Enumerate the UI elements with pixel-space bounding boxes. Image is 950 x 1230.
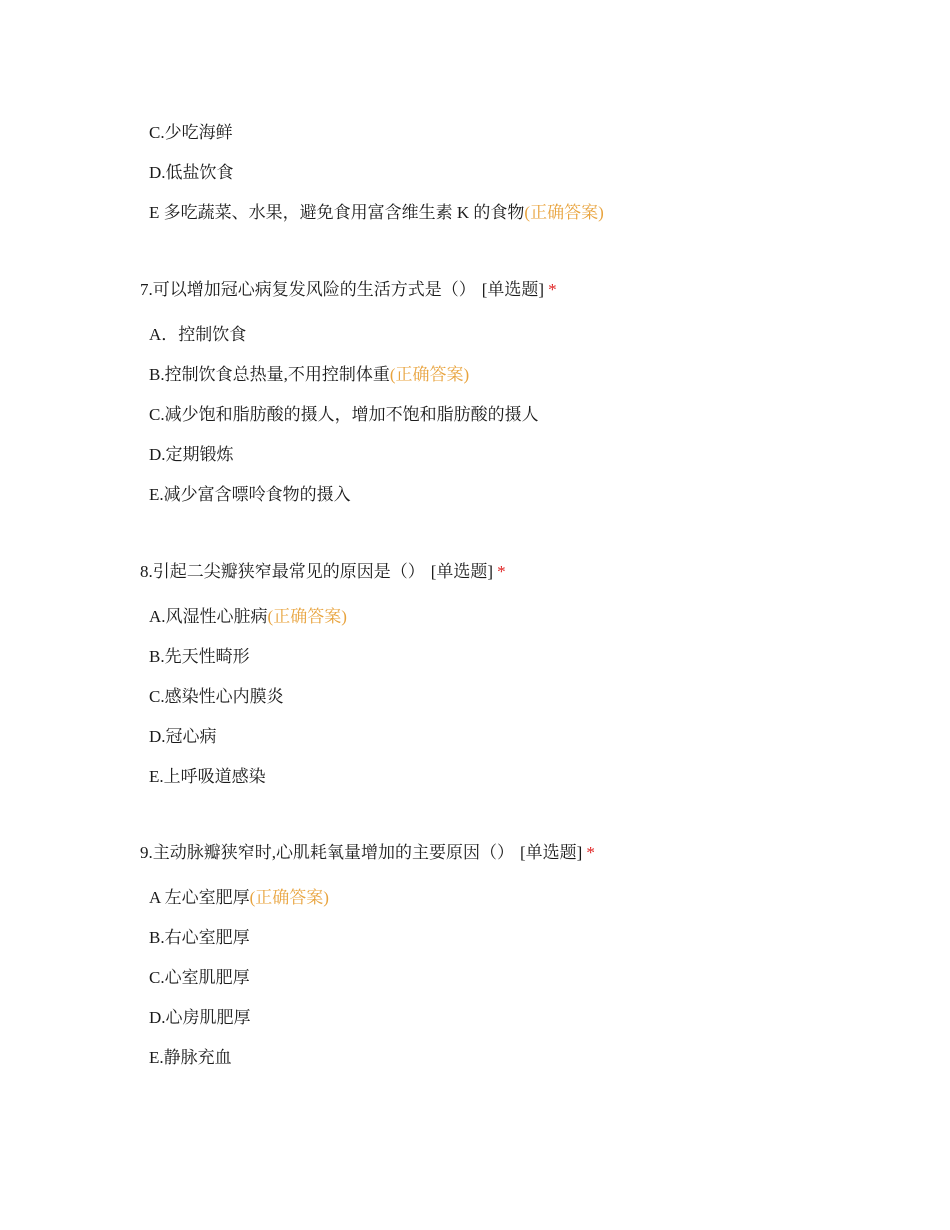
option-text: D.定期锻炼 [149,445,234,464]
question-text: 8.引起二尖瓣狭窄最常见的原因是（） [140,562,425,581]
option-text: C.心室肌肥厚 [149,968,250,987]
option-q7-a [149,323,557,363]
required-marker: * [497,562,506,581]
option-text: D.低盐饮食 [149,163,234,182]
option-q8-c [149,685,506,725]
question-title [140,560,506,584]
option-text: E 多吃蔬菜、水果，避免食用富含维生素 K 的食物 [149,203,525,222]
option-q7-b [149,363,557,403]
question-title [140,841,595,865]
option-q8-d [149,725,506,765]
question-7 [140,278,557,523]
option-text: A.风湿性心脏病 [149,607,268,626]
question-type-label: [单选题] [481,280,545,299]
option-text: B.右心室肥厚 [149,928,250,947]
option-text: B.控制饮食总热量,不用控制体重 [149,365,390,384]
correct-answer-tag: (正确答案) [267,607,347,626]
option-q6-c [149,121,604,161]
option-q7-e [149,483,557,523]
option-text: E.上呼吸道感染 [149,767,266,786]
question-9 [140,841,595,1086]
option-q7-d [149,443,557,483]
option-text: E.减少富含嘌呤食物的摄入 [149,485,351,504]
required-marker: * [548,280,557,299]
question-9-options [140,886,595,1086]
option-q8-a [149,605,506,645]
required-marker: * [586,843,595,862]
option-q9-b [149,926,595,966]
option-text: E.静脉充血 [149,1048,232,1067]
option-text: A 左心室肥厚 [149,888,250,907]
question-8-options [140,605,506,805]
question-text: 7.可以增加冠心病复发风险的生活方式是（） [140,280,476,299]
option-q6-d [149,161,604,201]
question-8 [140,560,506,805]
question-6-options [149,121,604,241]
question-type-label: [单选题] [520,843,583,862]
correct-answer-tag: (正确答案) [389,365,470,384]
option-q7-c [149,403,557,443]
option-text: B.先天性畸形 [149,647,250,666]
correct-answer-tag: (正确答案) [524,203,604,222]
option-q9-d [149,1006,595,1046]
option-q9-c [149,966,595,1006]
option-text: C.少吃海鲜 [149,123,233,142]
option-text: C.减少饱和脂肪酸的摄人，增加不饱和脂肪酸的摄人 [149,405,539,424]
option-q8-b [149,645,506,685]
correct-answer-tag: (正确答案) [249,888,329,907]
option-q8-e [149,765,506,805]
question-7-options [140,323,557,523]
option-q9-e [149,1046,595,1086]
option-text: D.心房肌肥厚 [149,1008,251,1027]
question-type-label: [单选题] [430,562,494,581]
option-q6-e [149,201,604,241]
option-q9-a [149,886,595,926]
question-text: 9.主动脉瓣狭窄时,心肌耗氧量增加的主要原因（） [140,843,514,862]
option-text: D.冠心病 [149,727,217,746]
option-text: C.感染性心内膜炎 [149,687,284,706]
question-title [140,278,557,302]
option-text: A．控制饮食 [149,325,247,344]
